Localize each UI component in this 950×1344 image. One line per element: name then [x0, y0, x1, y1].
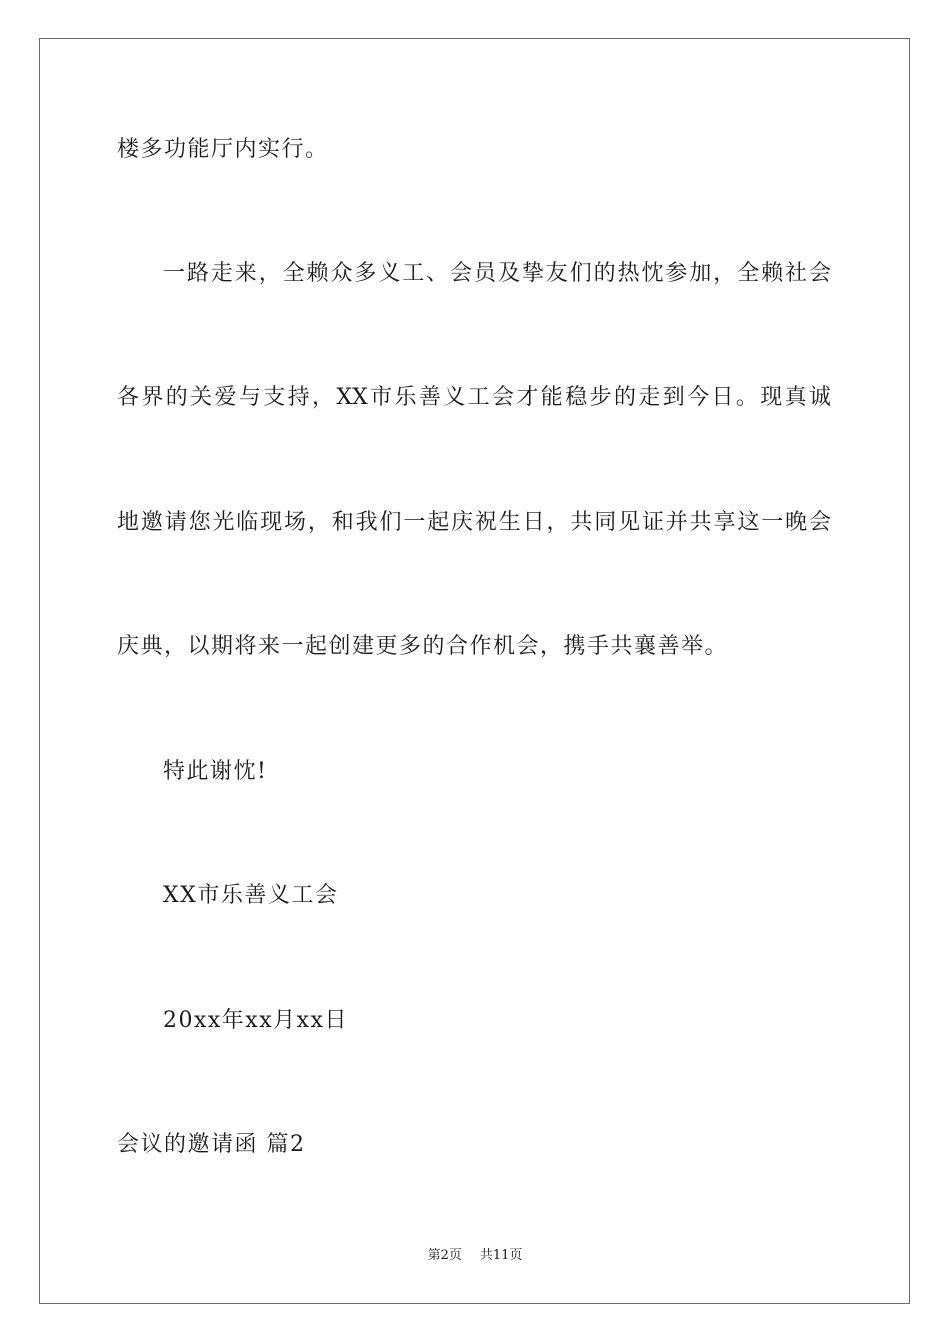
paragraph-line: 各界的关爱与支持，XX市乐善义工会才能稳步的走到今日。现真诚	[117, 385, 831, 410]
page-number: 第2页	[427, 1248, 462, 1263]
section-heading: 会议的邀请函 篇2	[117, 1132, 306, 1157]
paragraph-line: 庆典，以期将来一起创建更多的合作机会，携手共襄善举。	[117, 634, 729, 659]
page-frame	[39, 38, 910, 1304]
page-footer	[0, 1246, 950, 1266]
signature-date: 20xx年xx月xx日	[163, 1008, 348, 1033]
paragraph-continuation: 楼多功能厅内实行。	[117, 137, 329, 162]
paragraph-line: 一路走来，全赖众多义工、会员及挚友们的热忱参加，全赖社会	[163, 261, 831, 286]
paragraph-line: 地邀请您光临现场，和我们一起庆祝生日，共同见证并共享这一晚会	[117, 510, 831, 535]
page-total: 共11页	[479, 1248, 523, 1263]
signature-organization: XX市乐善义工会	[163, 883, 339, 908]
closing-remark: 特此谢忱!	[163, 759, 268, 784]
